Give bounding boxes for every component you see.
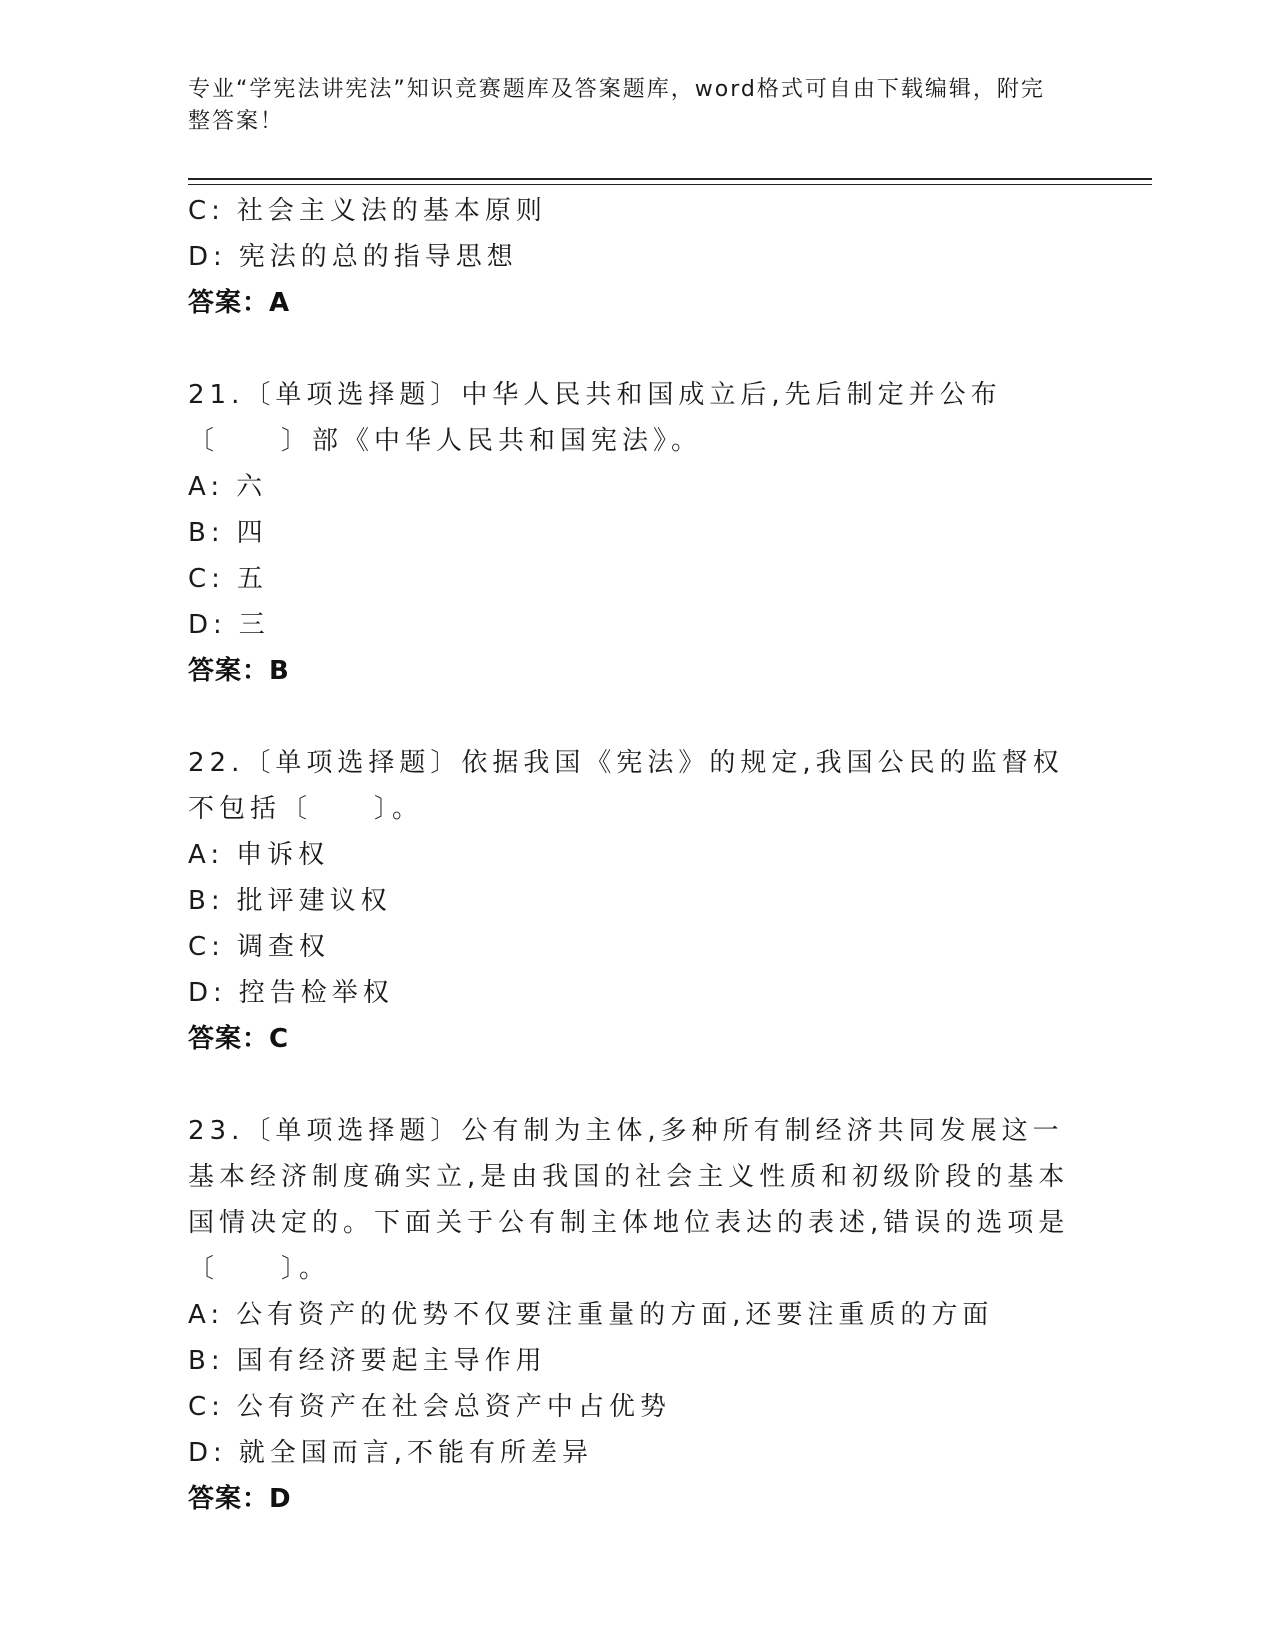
page-header: 专业“学宪法讲宪法”知识竞赛题库及答案题库，word格式可自由下载编辑，附完整答案！ xyxy=(188,77,1045,134)
option-text: 公有资产在社会总资产中占优势 xyxy=(236,1392,671,1422)
option-label: A: xyxy=(188,472,225,502)
option-c xyxy=(188,924,1088,970)
option-d xyxy=(188,234,1088,280)
question-content xyxy=(188,188,1088,1522)
header-rule-thin xyxy=(188,184,1152,185)
question-21 xyxy=(188,372,1088,694)
option-c xyxy=(188,556,1088,602)
option-label: C: xyxy=(188,1392,225,1422)
answer-line: 答案：C xyxy=(188,1024,290,1054)
spacer xyxy=(188,694,1088,740)
option-d xyxy=(188,970,1088,1016)
question-22 xyxy=(188,740,1088,1062)
header-rule-thick xyxy=(188,178,1152,180)
option-text: 社会主义法的基本原则 xyxy=(236,196,547,226)
answer-line: 答案：A xyxy=(188,288,291,318)
question-text: 22.〔单项选择题〕依据我国《宪法》的规定,我国公民的监督权不包括〔 〕。 xyxy=(188,748,1064,824)
option-a xyxy=(188,464,1088,510)
option-text: 调查权 xyxy=(236,932,330,962)
option-c xyxy=(188,1384,1088,1430)
option-label: C: xyxy=(188,564,225,594)
option-text: 五 xyxy=(236,564,268,594)
option-label: D: xyxy=(188,1438,227,1468)
answer-line: 答案：B xyxy=(188,656,290,686)
option-b xyxy=(188,878,1088,924)
spacer xyxy=(188,1062,1088,1108)
option-label: C: xyxy=(188,932,225,962)
option-b xyxy=(188,1338,1088,1384)
option-label: D: xyxy=(188,610,227,640)
answer-line: 答案：D xyxy=(188,1484,292,1514)
partial-question xyxy=(188,188,1088,326)
option-label: B: xyxy=(188,886,225,916)
option-text: 公有资产的优势不仅要注重量的方面,还要注重质的方面 xyxy=(236,1300,994,1330)
option-b xyxy=(188,510,1088,556)
option-label: A: xyxy=(188,840,225,870)
option-text: 批评建议权 xyxy=(236,886,392,916)
option-d xyxy=(188,602,1088,648)
question-text: 21.〔单项选择题〕中华人民共和国成立后,先后制定并公布〔 〕部《中华人民共和国宪法》。 xyxy=(188,380,1002,456)
option-text: 国有经济要起主导作用 xyxy=(236,1346,547,1376)
option-c xyxy=(188,188,1088,234)
option-text: 控告检举权 xyxy=(238,978,394,1008)
option-a xyxy=(188,832,1088,878)
option-text: 四 xyxy=(236,518,268,548)
question-23 xyxy=(188,1108,1088,1522)
spacer xyxy=(188,326,1088,372)
option-label: B: xyxy=(188,518,225,548)
option-text: 申诉权 xyxy=(236,840,330,870)
option-label: A: xyxy=(188,1300,225,1330)
option-a xyxy=(188,1292,1088,1338)
option-label: C: xyxy=(188,196,225,226)
option-text: 三 xyxy=(238,610,270,640)
option-label: D: xyxy=(188,242,227,272)
option-label: B: xyxy=(188,1346,225,1376)
option-label: D: xyxy=(188,978,227,1008)
question-text: 23.〔单项选择题〕公有制为主体,多种所有制经济共同发展这一基本经济制度确实立,是由我国的社会主义性质和初级阶段的基本国情决定的。下面关于公有制主体地位表达的表述,错误的选项是〔 〕。 xyxy=(188,1116,1070,1284)
option-text: 宪法的总的指导思想 xyxy=(238,242,518,272)
option-d xyxy=(188,1430,1088,1476)
option-text: 就全国而言,不能有所差异 xyxy=(238,1438,594,1468)
option-text: 六 xyxy=(236,472,268,502)
